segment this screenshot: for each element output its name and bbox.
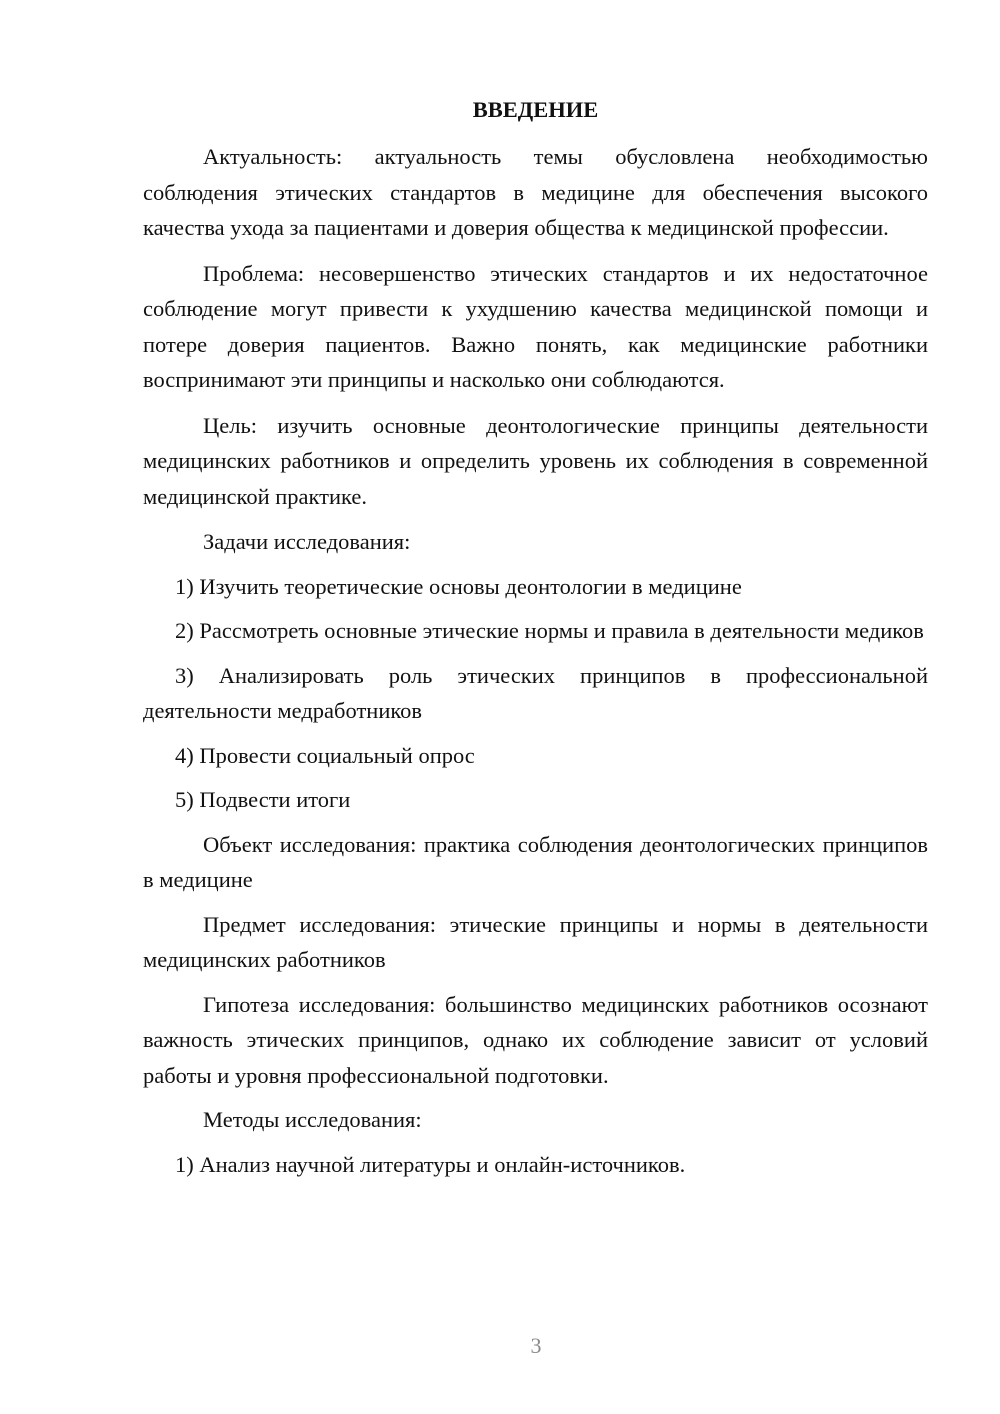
paragraph-methods-title: Методы исследования: — [203, 1107, 422, 1132]
method-item: 1) Анализ научной литературы и онлайн-источников. — [175, 1151, 686, 1177]
task-item: 5) Подвести итоги — [175, 787, 351, 812]
task-item: 1) Изучить теоретические основы деонтологии в медицине — [175, 573, 742, 599]
task-item: 4) Провести социальный опрос — [175, 742, 475, 768]
document-page — [143, 92, 928, 1182]
paragraph-subject: Предмет исследования: этические принципы и нормы в деятельности медицинских работников — [143, 911, 928, 972]
paragraph-tasks-title: Задачи исследования: — [203, 529, 411, 554]
section-heading: ВВЕДЕНИЕ — [472, 97, 599, 122]
paragraph-goal: Цель: изучить основные деонтологические принципы деятельности медицинских работников и определить уровень их соблюдения в современной медицинской практике. — [143, 412, 928, 509]
paragraph-relevance: Актуальность: актуальность темы обусловлена необходимостью соблюдения этических стандартов в медицине для обеспечения высокого качества ухода за пациентами и доверия общества к медицинской профессии. — [143, 144, 928, 240]
paragraph-hypothesis: Гипотеза исследования: большинство медицинских работников осознают важность этических принципов, однако их соблюдение зависит от условий работы и уровня профессиональной подготовки. — [143, 991, 928, 1088]
page-number: 3 — [530, 1333, 542, 1358]
task-item: 3) Анализировать роль этических принципов в профессиональной деятельности медработников — [143, 662, 928, 723]
task-item: 2) Рассмотреть основные этические нормы и правила в деятельности медиков — [175, 618, 924, 643]
paragraph-problem: Проблема: несовершенство этических стандартов и их недостаточное соблюдение могут привести к ухудшению качества медицинской помощи и потере доверия пациентов. Важно понять, как медицинские работники воспринимают эти принципы и насколько они соблюдаются. — [143, 260, 928, 392]
paragraph-object: Объект исследования: практика соблюдения деонтологических принципов в медицине — [143, 831, 928, 892]
